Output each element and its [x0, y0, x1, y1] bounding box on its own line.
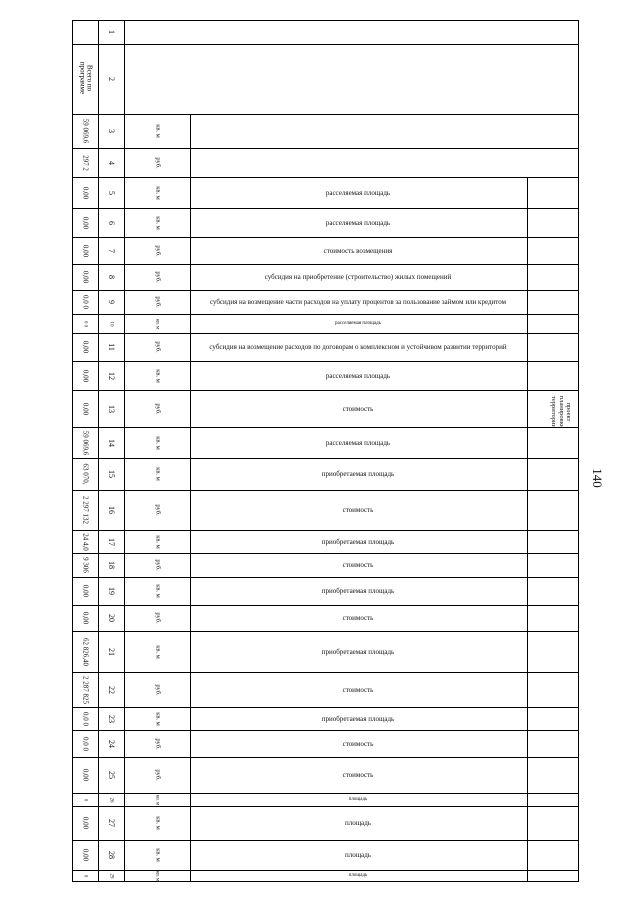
row-unit: кв. м [154, 816, 162, 830]
row-description: стоимость [342, 560, 374, 569]
row-unit: руб. [154, 244, 162, 257]
row-unit: руб. [154, 271, 162, 283]
row-unit: кв. м [154, 848, 162, 862]
row-unit: кв. м [154, 644, 162, 659]
row-divider [72, 290, 579, 291]
row-value: 297 2 [81, 154, 90, 171]
row-divider [72, 148, 579, 149]
header-row-label: Всего по программе [78, 61, 94, 95]
row-value: 62 826,40 [81, 637, 90, 666]
row-description: стоимость [342, 739, 374, 748]
row-index: 19 [107, 587, 117, 595]
row-divider [72, 577, 579, 578]
row-value: 0,00 [81, 848, 90, 862]
row-divider [72, 730, 579, 731]
row-description: площадь [348, 873, 368, 879]
row-value: 9 306 [81, 557, 90, 573]
row-divider [72, 793, 579, 794]
row-description: стоимость [342, 505, 374, 514]
row-index: 3 [107, 129, 117, 133]
row-value: 0,00 [81, 340, 90, 354]
row-description: стоимость [342, 770, 374, 779]
row-description: приобретаемая площадь [321, 647, 395, 656]
row-description: расселяемая площадь [325, 218, 391, 227]
row-value: 0,00 [81, 216, 90, 229]
row-index: 15 [107, 470, 117, 478]
row-index: 17 [107, 537, 117, 546]
header-col-index: 1 [107, 30, 117, 34]
row-divider [72, 114, 579, 115]
row-index: 11 [107, 343, 117, 351]
row-unit: кв. м [154, 318, 160, 329]
row-unit: руб. [154, 341, 162, 353]
row-divider [72, 264, 579, 265]
row-description: субсидия на возмещение расходов по договорам о комплексном и устойчивом развитии территорий [209, 342, 507, 351]
row-index: 24 [107, 739, 117, 748]
row-description: стоимость [342, 613, 374, 622]
row-value: 0,00 [81, 402, 90, 415]
row-value: 59 069,6 [81, 430, 90, 455]
row-description: расселяемая площадь [325, 438, 391, 447]
col-divider-index [124, 20, 125, 882]
row-index: 9 [107, 300, 117, 304]
row-unit: кв. м [154, 711, 162, 726]
row-unit: руб. [154, 559, 162, 571]
col-divider-unit [190, 114, 191, 882]
row-divider [72, 44, 579, 45]
row-divider [72, 553, 579, 554]
row-index: 25 [107, 771, 117, 779]
row-description: приобретаемая площадь [321, 714, 395, 723]
col-divider-description [527, 177, 528, 882]
row-divider [72, 458, 579, 459]
row-divider [72, 314, 579, 315]
row-value: 0,00 [81, 270, 90, 284]
row-description: расселяемая площадь [325, 188, 391, 197]
row-index: 18 [107, 561, 117, 569]
row-index: 5 [107, 190, 117, 195]
row-index: 8 [107, 275, 117, 279]
row-description: расселяемая площадь [325, 371, 391, 380]
row-description: субсидия на приобретение (строительство) жилых помещений [264, 272, 452, 281]
row-divider [72, 530, 579, 531]
row-divider [72, 672, 579, 673]
row-unit: кв. м [154, 124, 162, 138]
row-unit: руб. [154, 402, 162, 415]
row-unit: руб. [154, 737, 162, 750]
row-value: 0 [82, 798, 88, 801]
row-value: 0,00 [81, 244, 90, 257]
row-index: 20 [107, 614, 117, 622]
row-index: 14 [107, 438, 117, 447]
row-unit: руб. [154, 683, 162, 696]
row-divider [72, 177, 579, 178]
row-divider [72, 707, 579, 708]
row-index: 4 [107, 160, 117, 165]
row-value: 0,00 [81, 611, 90, 625]
row-unit: кв. м [154, 584, 162, 598]
row-value: 0 [82, 874, 88, 878]
row-value: 0,00 [81, 186, 90, 199]
row-index: 6 [107, 220, 117, 225]
row-unit: руб. [154, 156, 162, 169]
row-unit: кв. м [154, 467, 162, 481]
row-value: 24 4,0 [81, 532, 90, 551]
row-description: стоимость возмещения [323, 246, 393, 255]
row-value: 0,00 [81, 768, 90, 782]
row-index: 21 [107, 647, 117, 656]
row-unit: кв. м [154, 215, 162, 230]
page-number: 140 [590, 468, 605, 488]
row-divider [72, 840, 579, 841]
row-unit: кв. м [154, 870, 160, 882]
row-index: 29 [108, 873, 114, 879]
row-description: площадь [348, 796, 368, 802]
row-index: 7 [107, 248, 117, 253]
row-divider [72, 605, 579, 606]
row-index: 22 [107, 685, 117, 694]
row-value: 0,0 0 [81, 711, 90, 726]
row-value: 0,00 [81, 584, 90, 598]
row-description: стоимость [342, 404, 374, 413]
row-unit: кв. м [154, 794, 160, 805]
row-unit: кв. м [154, 368, 162, 383]
row-value: 0,00 [81, 369, 90, 382]
row-unit: руб. [154, 769, 162, 781]
row-divider [72, 490, 579, 491]
row-unit: руб. [154, 504, 162, 516]
row-value: 63 070, [81, 463, 90, 485]
row-index: 12 [107, 371, 117, 380]
row-divider [72, 390, 579, 391]
row-description: приобретаемая площадь [321, 537, 395, 546]
row-index: 23 [107, 714, 117, 723]
row-value: 2 297 132 [81, 496, 90, 524]
row-divider [72, 237, 579, 238]
row-divider [72, 870, 579, 871]
row-unit: кв. м [154, 185, 162, 200]
row-value: 0,0 0 [81, 295, 90, 309]
row-divider [72, 361, 579, 362]
row-description: субсидия на возмещение части расходов на уплату процентов за пользование займом или кредитом [209, 297, 507, 306]
row-description: приобретаемая площадь [321, 586, 395, 595]
row-divider [72, 631, 579, 632]
side-group-label: проект планировки территории [550, 395, 573, 429]
row-divider [72, 208, 579, 209]
row-value: 0,0 0 [81, 736, 90, 751]
row-index: 26 [108, 797, 114, 802]
row-index: 13 [107, 404, 117, 413]
row-index: 10 [108, 321, 114, 326]
row-value: 2 287 825 [81, 675, 90, 704]
row-unit: руб. [154, 296, 162, 308]
row-unit: кв. м [154, 435, 162, 450]
row-index: 28 [107, 851, 117, 859]
row-unit: кв. м [154, 534, 162, 549]
row-divider [72, 427, 579, 428]
row-description: площадь [345, 850, 371, 859]
row-description: приобретаемая площадь [321, 469, 395, 478]
row-unit: руб. [154, 612, 162, 624]
row-description: площадь [345, 818, 371, 827]
row-divider [72, 806, 579, 807]
row-value: 0,00 [81, 816, 90, 830]
table-frame [72, 20, 579, 882]
row-value: 59 069,6 [81, 118, 90, 144]
header-row-index: 2 [107, 77, 117, 81]
col-divider-value [98, 20, 99, 882]
row-divider [72, 757, 579, 758]
row-description: расселяемая площадь [335, 320, 381, 326]
row-index: 16 [107, 506, 117, 514]
row-index: 27 [107, 819, 117, 827]
row-divider [72, 333, 579, 334]
row-value: 0 0 [82, 320, 88, 327]
row-description: стоимость [342, 685, 374, 694]
